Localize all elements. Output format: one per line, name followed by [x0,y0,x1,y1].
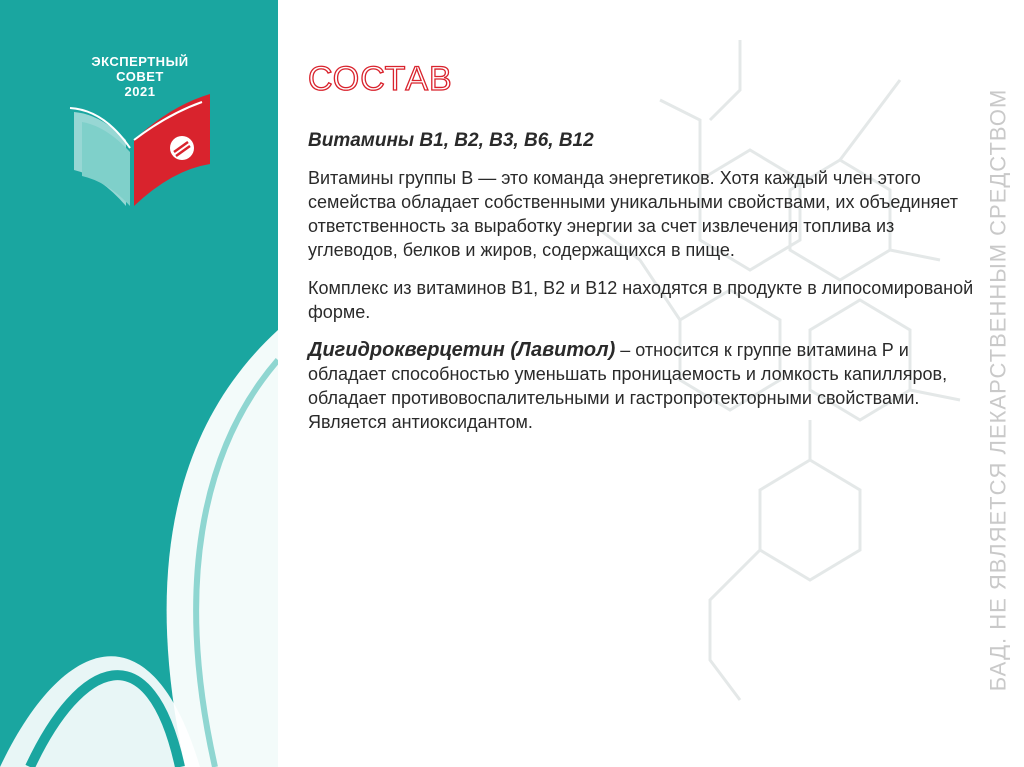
dihydroquercetin-term: Дигидрокверцетин (Лавитол) [308,339,616,361]
paragraph-liposomal: Комплекс из витаминов В1, В2 и В12 находятся в продукте в липосомированой форме. [308,278,974,322]
side-disclaimer-text: БАД. НЕ ЯВЛЯЕТСЯ ЛЕКАРСТВЕННЫМ СРЕДСТВОМ [985,88,1011,692]
side-disclaimer [978,30,1018,750]
book-emblem-icon [60,48,220,208]
slide-title: СОСТАВ [308,60,453,98]
paragraph-dihydroquercetin [308,338,988,434]
slide-subtitle: Витамины В1, В2, В3, В6, В12 [308,130,594,151]
left-decor-panel [0,0,278,767]
slide-content [308,130,988,448]
logo-line-2: СОВЕТ [116,69,164,84]
logo-line-3: 2021 [124,84,156,99]
logo-line-1: ЭКСПЕРТНЫЙ [91,54,189,69]
paragraph-vitamins-b: Витамины группы В — это команда энергетиков. Хотя каждый член этого семейства обладает собственными уникальными свойствами, их объединяет ответственность за выработку энергии за счет извлечения топлива из углеводов, белков и жиров, содержащихся в пище. [308,168,958,260]
dihydroquercetin-description: – относится к группе витамина Р и обладает способностью уменьшать проницаемость и ломкость капилляров, обладает противовоспалительными и гастропротекторными свойствами. Является антиоксидантом. [308,340,948,432]
expert-council-logo [60,48,220,208]
